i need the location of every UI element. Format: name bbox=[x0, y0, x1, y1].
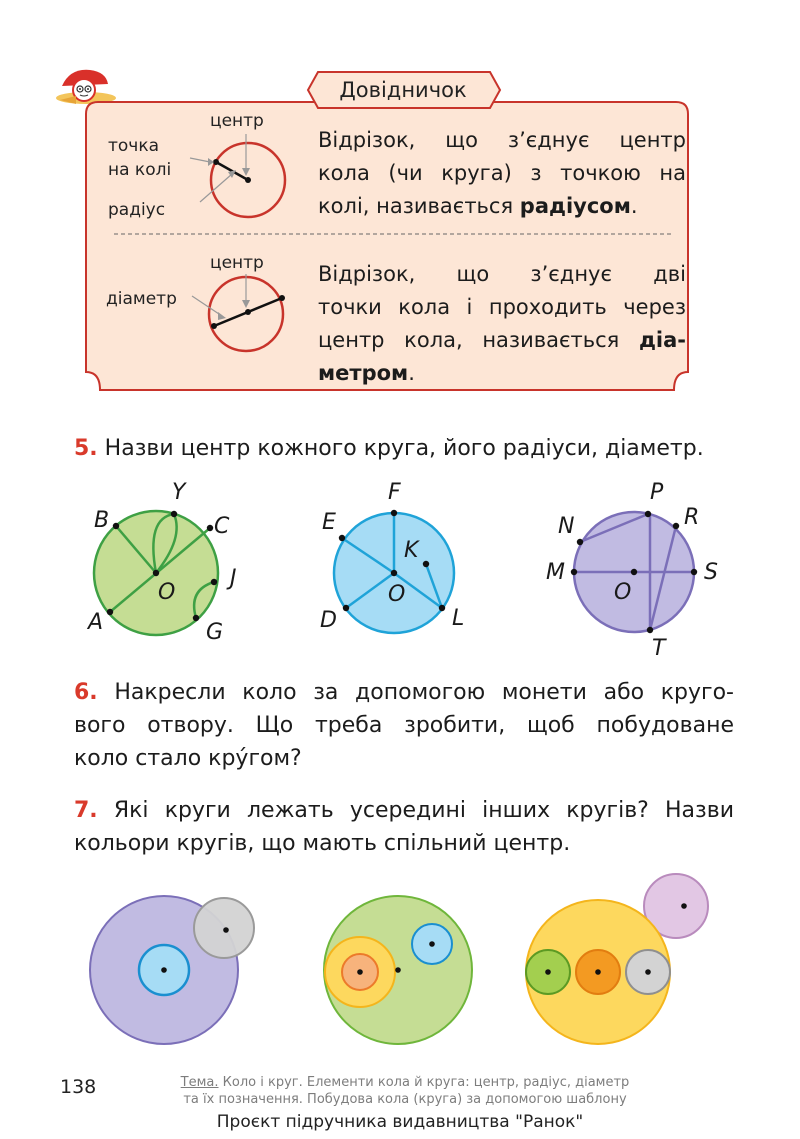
letter-f: F bbox=[388, 480, 401, 505]
label-diameter: діаметр bbox=[106, 289, 177, 309]
letter-a: A bbox=[88, 610, 104, 635]
label-point-line1: точка bbox=[108, 136, 160, 156]
letter-j: J bbox=[230, 566, 237, 591]
letter-g: G bbox=[206, 620, 224, 645]
letter-d: D bbox=[320, 608, 337, 633]
letter-t: T bbox=[652, 636, 666, 661]
blue-circle bbox=[334, 510, 454, 633]
diameter-diagram bbox=[180, 270, 300, 370]
letter-k: K bbox=[404, 538, 419, 563]
figure-7 bbox=[80, 868, 740, 1068]
letter-s: S bbox=[704, 560, 718, 585]
figure-5 bbox=[80, 478, 740, 668]
figure-7-group-3 bbox=[526, 874, 708, 1044]
figure-7-group-1 bbox=[90, 896, 254, 1044]
task-7: 7. Які круги лежать усередині інших кругів? Назви кольори кругів, що мають спільний центр. bbox=[74, 798, 734, 856]
letter-r: R bbox=[684, 505, 700, 530]
page-number: 138 bbox=[60, 1076, 97, 1098]
letter-y: Y bbox=[172, 480, 186, 505]
letter-l: L bbox=[452, 606, 465, 631]
letter-p: P bbox=[650, 480, 664, 505]
label-center-1: центр bbox=[210, 111, 264, 131]
letter-m: M bbox=[546, 560, 565, 585]
diameter-definition: Відрізок, що з’єднує дві точки кола і проходить через центр кола, називається діа- метром. bbox=[318, 262, 686, 385]
figure-7-group-2 bbox=[324, 896, 472, 1044]
violet-circle bbox=[571, 511, 697, 633]
letter-o-2: O bbox=[388, 582, 406, 607]
footer-topic: Тема. Коло і круг. Елементи кола й круга: центр, радіус, діаметр та їх позначення. Побудова кола (круга) за допомогою шаблону bbox=[180, 1075, 630, 1107]
label-radius: радіус bbox=[108, 200, 166, 220]
letter-b: B bbox=[94, 508, 110, 533]
letter-e: E bbox=[322, 510, 336, 535]
label-center-2: центр bbox=[210, 253, 264, 273]
letter-o-1: O bbox=[158, 580, 176, 605]
letter-c: C bbox=[214, 514, 230, 539]
task-5: 5. Назви центр кожного круга, його радіуси, діаметр. bbox=[74, 436, 704, 461]
green-circle bbox=[94, 511, 218, 635]
letter-n: N bbox=[558, 514, 575, 539]
task-6: 6. Накресли коло за допомогою монети або круго- вого отвору. Що треба зробити, щоб побудоване коло стало кру́гом? bbox=[74, 680, 734, 771]
footer-project: Проєкт підручника видавництва "Ранок" bbox=[216, 1112, 584, 1132]
reference-title: Довідничок bbox=[339, 78, 467, 102]
letter-o-3: O bbox=[614, 580, 632, 605]
radius-diagram bbox=[180, 130, 300, 230]
label-point-line2: на колі bbox=[108, 160, 172, 180]
radius-definition: Відрізок, що з’єднує центр кола (чи круга) з точкою на колі, називається радіусом. bbox=[318, 128, 686, 218]
